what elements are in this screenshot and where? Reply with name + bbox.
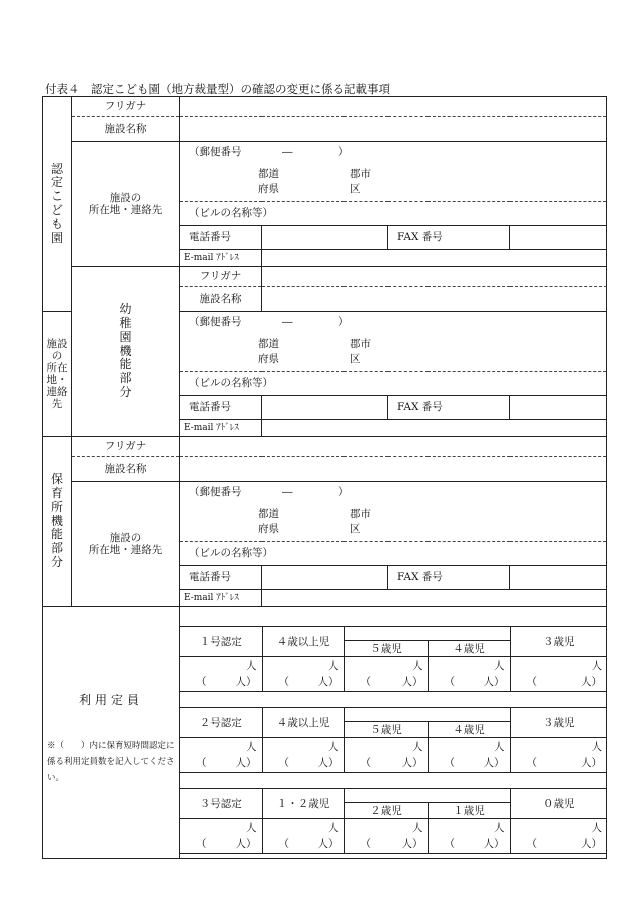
age-group-last: ３歳児 [510,708,607,738]
furigana-label: フリガナ [180,267,262,287]
email-label: E-mail ｱﾄﾞﾚｽ [180,250,262,267]
capacity-count-input[interactable] [344,657,428,692]
email-input[interactable] [262,590,607,607]
paren-open: （ [360,757,371,770]
capacity-grid-cell [180,607,607,859]
paren-open: （ [526,676,537,689]
address-field[interactable]: （郵便番号 ― ） 都道 府県 郡市 区 [180,482,607,542]
capacity-count-input[interactable] [510,657,607,692]
unit-label: 人 [494,822,505,835]
capacity-count-input[interactable] [262,819,344,854]
paren-open: （ [444,757,455,770]
furigana-label: フリガナ [72,437,180,457]
paren-close: 人） [401,838,423,851]
age-group-main: ４歳以上児 [262,708,344,738]
unit-label: 人 [591,741,602,754]
capacity-spacer [180,611,607,627]
furigana-input[interactable] [180,437,607,457]
section-label-kodomoen: 認定こども園 [43,97,72,312]
age-group-sub2: １歳児 [428,803,510,819]
section-label-youchien: 幼稚園機能部分 [72,267,180,437]
capacity-count-input[interactable] [428,657,510,692]
certification-label: １号認定 [180,627,262,657]
phone-label: 電話番号 [180,226,262,250]
capacity-count-input[interactable] [344,738,428,773]
unit-label: 人 [328,741,339,754]
paren-open: （ [278,757,289,770]
age-group-main: ４歳以上児 [262,627,344,657]
phone-label: 電話番号 [180,396,262,420]
age-group-last: ３歳児 [510,627,607,657]
address-field[interactable]: （郵便番号 ― ） 都道 府県 郡市 区 [180,312,607,372]
furigana-label: フリガナ [72,97,180,117]
paren-close: 人） [235,676,257,689]
age-group-sub1: ５歳児 [344,722,428,738]
fax-input[interactable] [510,396,607,420]
capacity-spacer [180,773,607,789]
paren-close: 人） [317,676,339,689]
paren-open: （ [360,838,371,851]
unit-label: 人 [591,822,602,835]
phone-label: 電話番号 [180,566,262,590]
paren-close: 人） [483,838,505,851]
location-label: 施設の 所在地・連絡先 [72,142,180,267]
unit-label: 人 [328,660,339,673]
paren-open: （ [360,676,371,689]
furigana-input[interactable] [180,97,607,117]
age-group-last: ０歳児 [510,789,607,819]
form-title: 付表４ 認定こども園（地方裁量型）の確認の変更に係る記載事項 [45,82,390,96]
facility-name-input[interactable] [180,117,607,142]
fax-label: FAX 番号 [388,566,510,590]
paren-close: 人） [235,838,257,851]
email-input[interactable] [262,420,607,437]
paren-open: （ [196,676,207,689]
age-group-sub1: ５歳児 [344,641,428,657]
age-group-sub-header [344,708,510,722]
capacity-count-input[interactable] [510,819,607,854]
facility-name-label: 施設名称 [72,457,180,482]
paren-close: 人） [581,838,602,851]
form-table [42,96,607,859]
capacity-label-cell [43,607,180,859]
facility-name-label: 施設名称 [180,287,262,312]
paren-open: （ [196,838,207,851]
capacity-count-input[interactable] [262,738,344,773]
age-group-sub2: ４歳児 [428,641,510,657]
furigana-input[interactable] [262,267,607,287]
age-group-sub-header [344,789,510,803]
email-label: E-mail ｱﾄﾞﾚｽ [180,590,262,607]
capacity-count-input[interactable] [428,738,510,773]
paren-open: （ [196,757,207,770]
unit-label: 人 [412,822,423,835]
capacity-count-input[interactable] [180,819,262,854]
paren-close: 人） [401,757,423,770]
fax-label: FAX 番号 [388,226,510,250]
age-group-main: １・２歳児 [262,789,344,819]
location-label: 施設の 所在地・連絡先 [43,312,72,437]
fax-label: FAX 番号 [388,396,510,420]
paren-open: （ [444,676,455,689]
unit-label: 人 [494,741,505,754]
capacity-count-input[interactable] [510,738,607,773]
capacity-count-input[interactable] [180,738,262,773]
paren-open: （ [526,757,537,770]
unit-label: 人 [246,660,257,673]
age-group-sub2: ４歳児 [428,722,510,738]
building-field[interactable]: （ビルの名称等） [180,542,607,566]
paren-open: （ [278,838,289,851]
unit-label: 人 [591,660,602,673]
unit-label: 人 [494,660,505,673]
facility-name-input[interactable] [180,457,607,482]
email-input[interactable] [262,250,607,267]
unit-label: 人 [246,822,257,835]
capacity-title: 利用定員 [78,693,143,707]
facility-name-input[interactable] [262,287,607,312]
paren-close: 人） [317,838,339,851]
paren-close: 人） [235,757,257,770]
certification-label: ３号認定 [180,789,262,819]
unit-label: 人 [246,741,257,754]
location-label: 施設の 所在地・連絡先 [72,482,180,607]
address-field[interactable]: （郵便番号 ― ） 都道 府県 郡市 区 [180,142,607,202]
age-group-sub1: ２歳児 [344,803,428,819]
paren-close: 人） [401,676,423,689]
age-group-sub-header [344,627,510,641]
capacity-grid [180,611,607,855]
paren-close: 人） [483,757,505,770]
section-label-hoikusho: 保育所機能部分 [43,437,72,607]
capacity-note: ※（ ）内に保育短時間認定に係る利用定員数を記入してください。 [47,741,175,784]
phone-input[interactable] [262,566,388,590]
paren-close: 人） [483,676,505,689]
capacity-count-input[interactable] [180,657,262,692]
building-field[interactable]: （ビルの名称等） [180,202,607,226]
phone-input[interactable] [262,226,388,250]
paren-open: （ [444,838,455,851]
certification-label: ２号認定 [180,708,262,738]
paren-open: （ [278,676,289,689]
paren-close: 人） [581,757,602,770]
unit-label: 人 [412,660,423,673]
facility-name-label: 施設名称 [72,117,180,142]
unit-label: 人 [412,741,423,754]
capacity-count-input[interactable] [344,819,428,854]
fax-input[interactable] [510,566,607,590]
fax-input[interactable] [510,226,607,250]
unit-label: 人 [328,822,339,835]
paren-open: （ [526,838,537,851]
building-field[interactable]: （ビルの名称等） [180,372,607,396]
capacity-spacer [180,692,607,708]
capacity-count-input[interactable] [262,657,344,692]
email-label: E-mail ｱﾄﾞﾚｽ [180,420,262,437]
phone-input[interactable] [262,396,388,420]
capacity-count-input[interactable] [428,819,510,854]
paren-close: 人） [317,757,339,770]
paren-close: 人） [581,676,602,689]
